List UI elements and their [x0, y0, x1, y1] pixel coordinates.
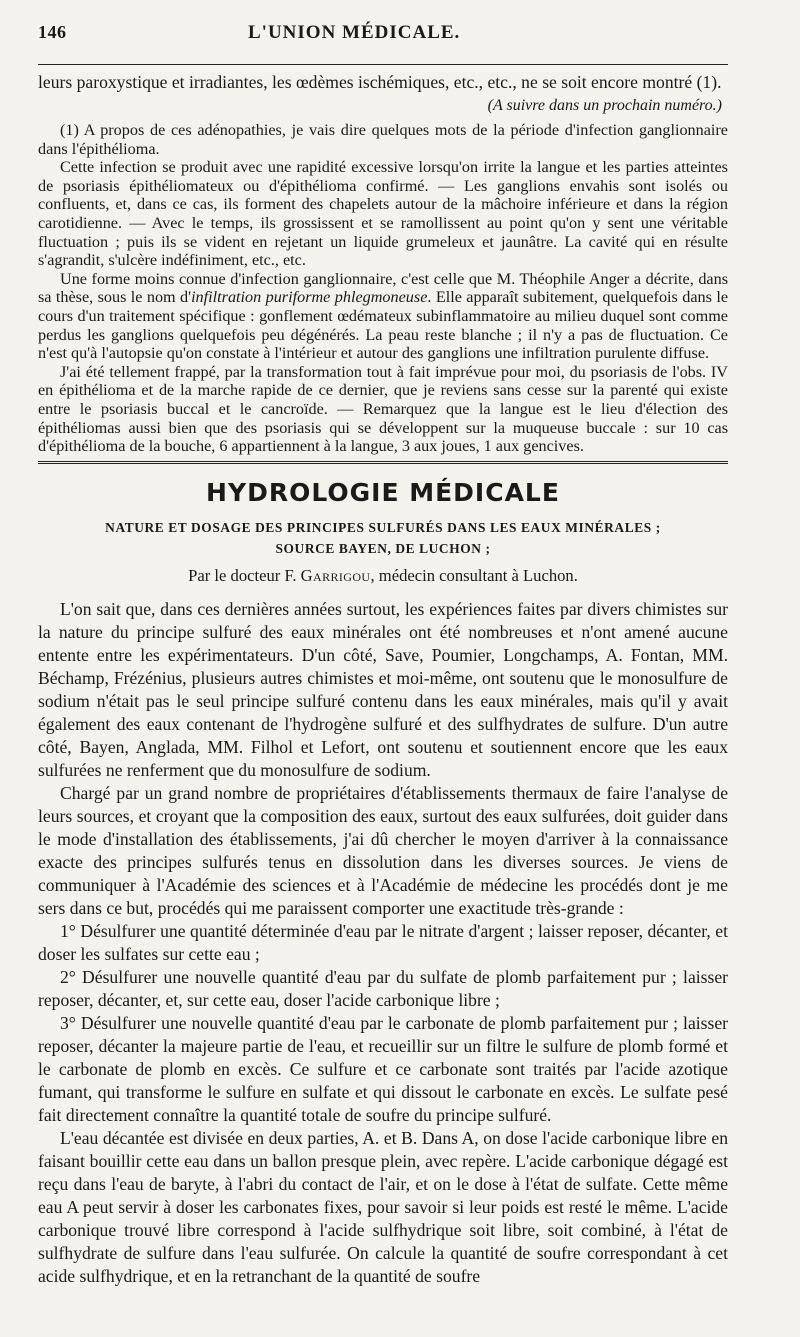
article-byline [38, 566, 728, 586]
footnote-paragraph: J'ai été tellement frappé, par la transformation tout à fait imprévue pour moi, du psoriasis de l'obs. IV en épithélioma et de la marche rapide de ce dernier, que je reviens sans cesse sur la parenté qui existe entre le psoriasis buccal et le cancroïde. — Remarquez que la langue est le lieu d'élection des épithéliomas aussi bien que des psoriasis qui se développent sur la muqueuse buccale : sur 10 cas d'épithélioma de la bouche, 6 appartiennent à la langue, 3 aux joues, 1 aux gencives. [38, 362, 728, 456]
byline-prefix: Par le docteur F. [188, 565, 301, 585]
footnote-paragraph: (1) A propos de ces adénopathies, je vais dire quelques mots de la période d'infection ganglionnaire dans l'épithélioma. [38, 121, 728, 158]
article-paragraph: L'eau décantée est divisée en deux parties, A. et B. Dans A, on dose l'acide carbonique libre en faisant bouillir cette eau dans un ballon presque plein, avec repère. L'acide carbonique dégagé est reçu dans l'eau de baryte, à l'abri du contact de l'air, et on le dose à l'état de sulfate. Cette même eau A peut servir à doser les carbonates fixes, pour savoir si leur poids est resté le même. L'acide carbonique trouvé libre correspond à l'acide sulfhydrique soit libre, soit combiné, à l'état de sulfhydrate de sulfure dans l'eau sulfurée. On calcule la quantité de soufre correspondant à cet acide sulfhydrique, et en la retranchant de la quantité de soufre [38, 1127, 728, 1286]
byline-suffix: , médecin consultant à Luchon. [370, 565, 578, 585]
article-title-line: SOURCE BAYEN, DE LUCHON ; [275, 540, 491, 556]
footnote-paragraph: Cette infection se produit avec une rapidité excessive lorsqu'on irrite la langue et les parties atteintes de psoriasis épithéliomateux ou d'épithélioma confirmé. — Les ganglions envahis sont isolés ou confluents, et, dans ce cas, ils forment des chapelets autour de la mâchoire inférieure et dans la région carotidienne. — Avec le temps, ils grossissent et se ramollissent au point qu'on y sent une véritable fluctuation ; puis ils se vident en rejetant un liquide grumeleux et jaunâtre. La cavité qui en résulte s'agrandit, s'ulcère indéfiniment, etc., etc. [38, 158, 728, 270]
continuation-note: (A suivre dans un prochain numéro.) [487, 97, 722, 114]
procedure-step: 2° Désulfurer une nouvelle quantité d'eau par du sulfate de plomb parfaitement pur ; laisser reposer, décanter, et, sur cette eau, doser l'acide carbonique libre ; [38, 966, 728, 1010]
header-rule [38, 64, 728, 65]
article-title-line: NATURE ET DOSAGE DES PRINCIPES SULFURÉS DANS LES EAUX MINÉRALES ; [105, 519, 661, 535]
procedure-step: 3° Désulfurer une nouvelle quantité d'eau par le carbonate de plomb parfaitement pur ; laisser reposer, décanter la majeure partie de l'eau, et recueillir sur un filtre le sulfure de plomb formé et le carbonate de plomb en excès. Ce sulfure et ce carbonate sont traités par l'acide azotique fumant, qui transforme le sulfure en sulfate et qui dissout le carbonate en excès. Le sulfate pesé fait directement connaître la quantité totale de soufre du principe sulfuré. [38, 1012, 728, 1125]
section-divider [38, 461, 728, 466]
footnote-italic-term: infiltration puriforme phlegmoneuse [191, 288, 428, 307]
previous-article-closing: leurs paroxystique et irradiantes, les œdèmes ischémiques, etc., etc., ne se soit encore montré (1). [38, 72, 722, 92]
article-body [38, 598, 728, 1288]
page-number: 146 [38, 22, 67, 42]
footnote-text: . Elle apparaît subitement, quelquefois dans le cours d'un traitement spécifique : gonflement œdémateux subinflammatoire au milieu duquel sont comme perdus les ganglions quelquefois peu dégénérés. La peau reste blanche ; il n'y a pas de fluctuation. Ce n'est qu'à l'autopsie qu'on constate à l'intérieur et autour des ganglions une infiltration purulente diffuse. [38, 288, 728, 363]
footnote-text: Une forme moins connue d'infection ganglionnaire, c'est celle que M. Théophile Anger a décrite, dans sa thèse, sous le nom d' [38, 269, 728, 307]
section-heading: HYDROLOGIE MÉDICALE [206, 477, 560, 507]
running-head [38, 22, 728, 62]
procedure-step: 1° Désulfurer une quantité déterminée d'eau par le nitrate d'argent ; laisser reposer, décanter, et doser les sulfates sur cette eau ; [38, 920, 728, 964]
journal-title: L'UNION MÉDICALE. [248, 22, 461, 43]
author-name: Garrigou [300, 565, 371, 585]
footnote-paragraph [38, 270, 728, 363]
footnote-block [38, 121, 728, 456]
article-paragraph: Chargé par un grand nombre de propriétaires d'établissements thermaux de faire l'analyse de leurs sources, et croyant que la composition des eaux, surtout des eaux sulfurées, doit guider dans le mode d'installation des établissements, j'ai dû chercher le moyen d'arriver à la connaissance exacte des principes sulfurés tenus en dissolution dans les diverses sources. Je viens de communiquer à l'Académie des sciences et à l'Académie de médecine les procédés dont je me sers dans ce but, procédés qui me paraissent comporter une exactitude très-grande : [38, 782, 728, 918]
article-paragraph: L'on sait que, dans ces dernières années surtout, les expériences faites par divers chimistes sur la nature du principe sulfuré des eaux minérales ont été nombreuses et n'ont amené aucune entente entre les expérimentateurs. D'un côté, Save, Poumier, Longchamps, A. Fontan, MM. Béchamp, Frézénius, plusieurs autres chimistes et moi-même, ont soutenu que le monosulfure de sodium n'était pas le seul principe sulfuré contenu dans les eaux minérales, mais qu'il y avait également des eaux contenant de l'hydrogène sulfuré et des sulfhydrates de sulfure. D'un autre côté, Bayen, Anglada, MM. Filhol et Lefort, ont soutenu et soutiennent encore que les eaux sulfurées ne renferment que du monosulfure de sodium. [38, 598, 728, 780]
